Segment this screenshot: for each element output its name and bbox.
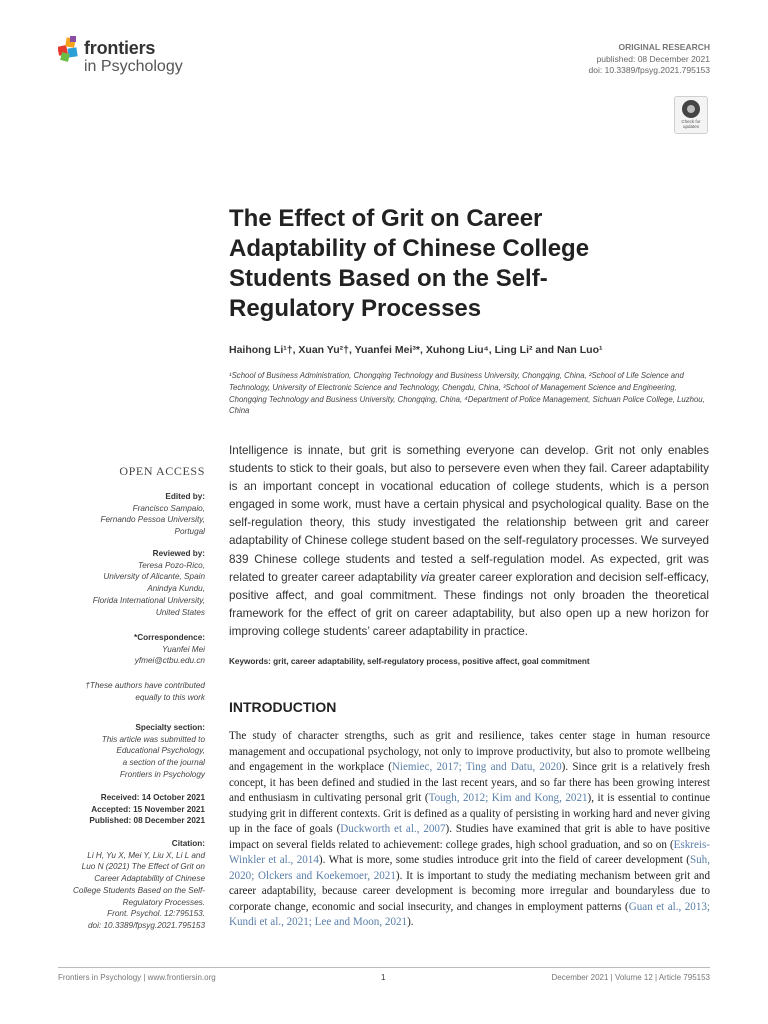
citation-link[interactable]: Suh, 2020; Olckers and Koekemoer, 2021 xyxy=(229,854,710,882)
edited-by-block xyxy=(45,491,205,538)
frontiers-logo-icon xyxy=(58,36,80,62)
body-text: The study of character strengths, such as grit and resilience, takes center stage in human resource management and occupational psychology, not only to improve productivity, but also to promote wellbeing and engagement in the workplace ( xyxy=(229,730,710,773)
equal-contribution-note xyxy=(45,680,205,703)
edited-by-label: Edited by: xyxy=(165,492,205,501)
editor-line: Fernando Pessoa University, xyxy=(100,515,205,525)
specialty-section-block xyxy=(45,722,205,781)
section-heading-introduction: INTRODUCTION xyxy=(229,699,337,715)
citation-link[interactable]: Niemiec, 2017; Ting and Datu, 2020 xyxy=(391,761,562,773)
citation-line: Regulatory Processes. xyxy=(122,897,205,907)
note-line: equally to this work xyxy=(135,692,205,702)
correspondence-label: *Correspondence: xyxy=(134,633,205,642)
reviewer-line: Anindya Kundu, xyxy=(147,584,205,594)
received-date: Received: 14 October 2021 xyxy=(100,793,205,802)
citation-line[interactable]: doi: 10.3389/fpsyg.2021.795153 xyxy=(88,920,205,930)
dates-block xyxy=(45,792,205,827)
published-date: published: 08 December 2021 xyxy=(596,54,710,64)
reviewer-line: Teresa Pozo-Rico, xyxy=(137,560,205,570)
editor-line: Francisco Sampaio, xyxy=(132,503,205,513)
article-doi[interactable]: doi: 10.3389/fpsyg.2021.795153 xyxy=(588,65,710,75)
specialty-label: Specialty section: xyxy=(135,723,205,732)
journal-logo-frontiers: frontiers xyxy=(84,38,156,58)
footer-issue-info: December 2021 | Volume 12 | Article 795153 xyxy=(551,973,710,982)
author-list: Haihong Li¹†, Xuan Yu²†, Yuanfei Mei³*, Xuhong Liu⁴, Ling Li² and Nan Luo¹ xyxy=(229,344,603,356)
check-badge-label: Check for updates xyxy=(681,119,701,129)
body-text: ). Since grit is a relatively fresh concept, it has been defined and studied in the last recent years, and so far there has been growing interest and enthusiasm in cultivating personal grit ( xyxy=(229,761,710,804)
keywords: Keywords: grit, career adaptability, self-regulatory process, positive affect, goal commitment xyxy=(229,657,590,666)
reviewed-by-label: Reviewed by: xyxy=(152,549,205,558)
footer-journal[interactable]: Frontiers in Psychology | www.frontiersin.org xyxy=(58,973,216,982)
reviewer-line: Florida International University, xyxy=(92,595,205,605)
body-text: ). It is important to study the mediating mechanism between grit and career adaptability, because career development is becoming more irregular and boundaryless due to corporate change, economic and social insecurity, and changes in employment patterns ( xyxy=(229,869,710,913)
citation-link[interactable]: Duckworth et al., 2007 xyxy=(340,823,446,835)
article-type: ORIGINAL RESEARCH xyxy=(618,42,710,52)
journal-logo-subtitle: in Psychology xyxy=(84,58,183,75)
citation-block xyxy=(45,838,205,932)
citation-link[interactable]: Tough, 2012; Kim and Kong, 2021 xyxy=(428,792,588,804)
abstract-text: Intelligence is innate, but grit is something everyone can develop. Grit not only enables students to stick to their goals, but also to persevere even when they fail. Career adaptability is an important concept in vocational education of college students, which is a person engaged in some work, must have a certain physical and psychological quality. Base on the self-regulation theory, this study investigated the relationship between grit and career adaptability of Chinese college student based on the self-regulatory processes. We surveyed 839 Chinese college students and tested a self-regulation model. As expected, grit was related to greater career adaptability xyxy=(229,444,709,584)
citation-link[interactable]: Guan et al., 2013; Kundi et al., 2021; Lee and Moon, 2021 xyxy=(229,900,710,928)
reviewer-line: University of Alicante, Spain xyxy=(103,572,205,582)
editor-line: Portugal xyxy=(174,527,205,537)
citation-line: Luo N (2021) The Effect of Grit on xyxy=(81,862,205,872)
citation-link[interactable]: Eskreis-Winkler et al., 2014 xyxy=(229,838,710,866)
published-date-side: Published: 08 December 2021 xyxy=(89,816,205,826)
body-text: ). xyxy=(407,916,414,928)
citation-line: Career Adaptability of Chinese xyxy=(94,874,205,884)
note-line: †These authors have contributed xyxy=(85,681,205,690)
accepted-date: Accepted: 15 November 2021 xyxy=(91,804,205,814)
citation-line: College Students Based on the Self- xyxy=(73,885,205,895)
article-title: The Effect of Grit on Career Adaptability of Chinese College Students Based on the Self-Regulatory Processes xyxy=(229,205,590,322)
specialty-line: a section of the journal xyxy=(122,758,205,768)
open-access-label: OPEN ACCESS xyxy=(119,464,205,478)
specialty-line: Educational Psychology, xyxy=(116,746,205,756)
update-check-icon xyxy=(682,100,700,118)
abstract-emphasis: via xyxy=(420,570,436,584)
citation-line: Li H, Yu X, Mei Y, Liu X, Li L and xyxy=(87,850,205,860)
citation-line: Front. Psychol. 12:795153. xyxy=(107,909,205,919)
reviewed-by-block xyxy=(45,548,205,618)
abstract-text: greater career exploration and decision self-efficacy, positive affect, and goal commitment. These findings not only broaden the theoretical framework for the effect of grit on career adaptability, but also open up a new horizon for improving college students’ career adaptability in practice. xyxy=(229,570,709,638)
correspondence-block xyxy=(45,632,205,667)
correspondence-email[interactable]: yfmei@ctbu.edu.cn xyxy=(134,656,205,666)
check-for-updates-badge[interactable] xyxy=(674,96,708,134)
introduction-paragraph xyxy=(229,729,710,931)
abstract xyxy=(229,442,709,641)
body-text: ), it is essential to continue studying grit in different contexts. Grit is defined as a quality of persisting in working hard and never giving up in the face of goals ( xyxy=(229,792,710,835)
body-text: ). What is more, some studies introduce grit into the field of career development ( xyxy=(318,854,690,866)
body-text: ). Studies have examined that grit is able to have positive impact on several fields related to achievement: college grades, high school graduation, and so on ( xyxy=(229,823,710,851)
reviewer-line: United States xyxy=(155,607,205,617)
affiliations: ¹School of Business Administration, Chongqing Technology and Business University, Chongqing, China, ²School of Life Science and Technology, University of Electronic Science and Technology, Chengdu, China, ³School of Management Science and Engineering, Chongqing Technology and Business University, Chongqing, China, ⁴Department of Police Management, Sichuan Police College, Luzhou, China xyxy=(229,371,705,416)
specialty-line: Frontiers in Psychology xyxy=(119,769,205,779)
citation-label: Citation: xyxy=(171,839,205,848)
correspondence-name: Yuanfei Mei xyxy=(162,644,205,654)
page-number: 1 xyxy=(381,973,386,982)
specialty-line: This article was submitted to xyxy=(101,734,205,744)
footer-divider xyxy=(58,967,710,968)
